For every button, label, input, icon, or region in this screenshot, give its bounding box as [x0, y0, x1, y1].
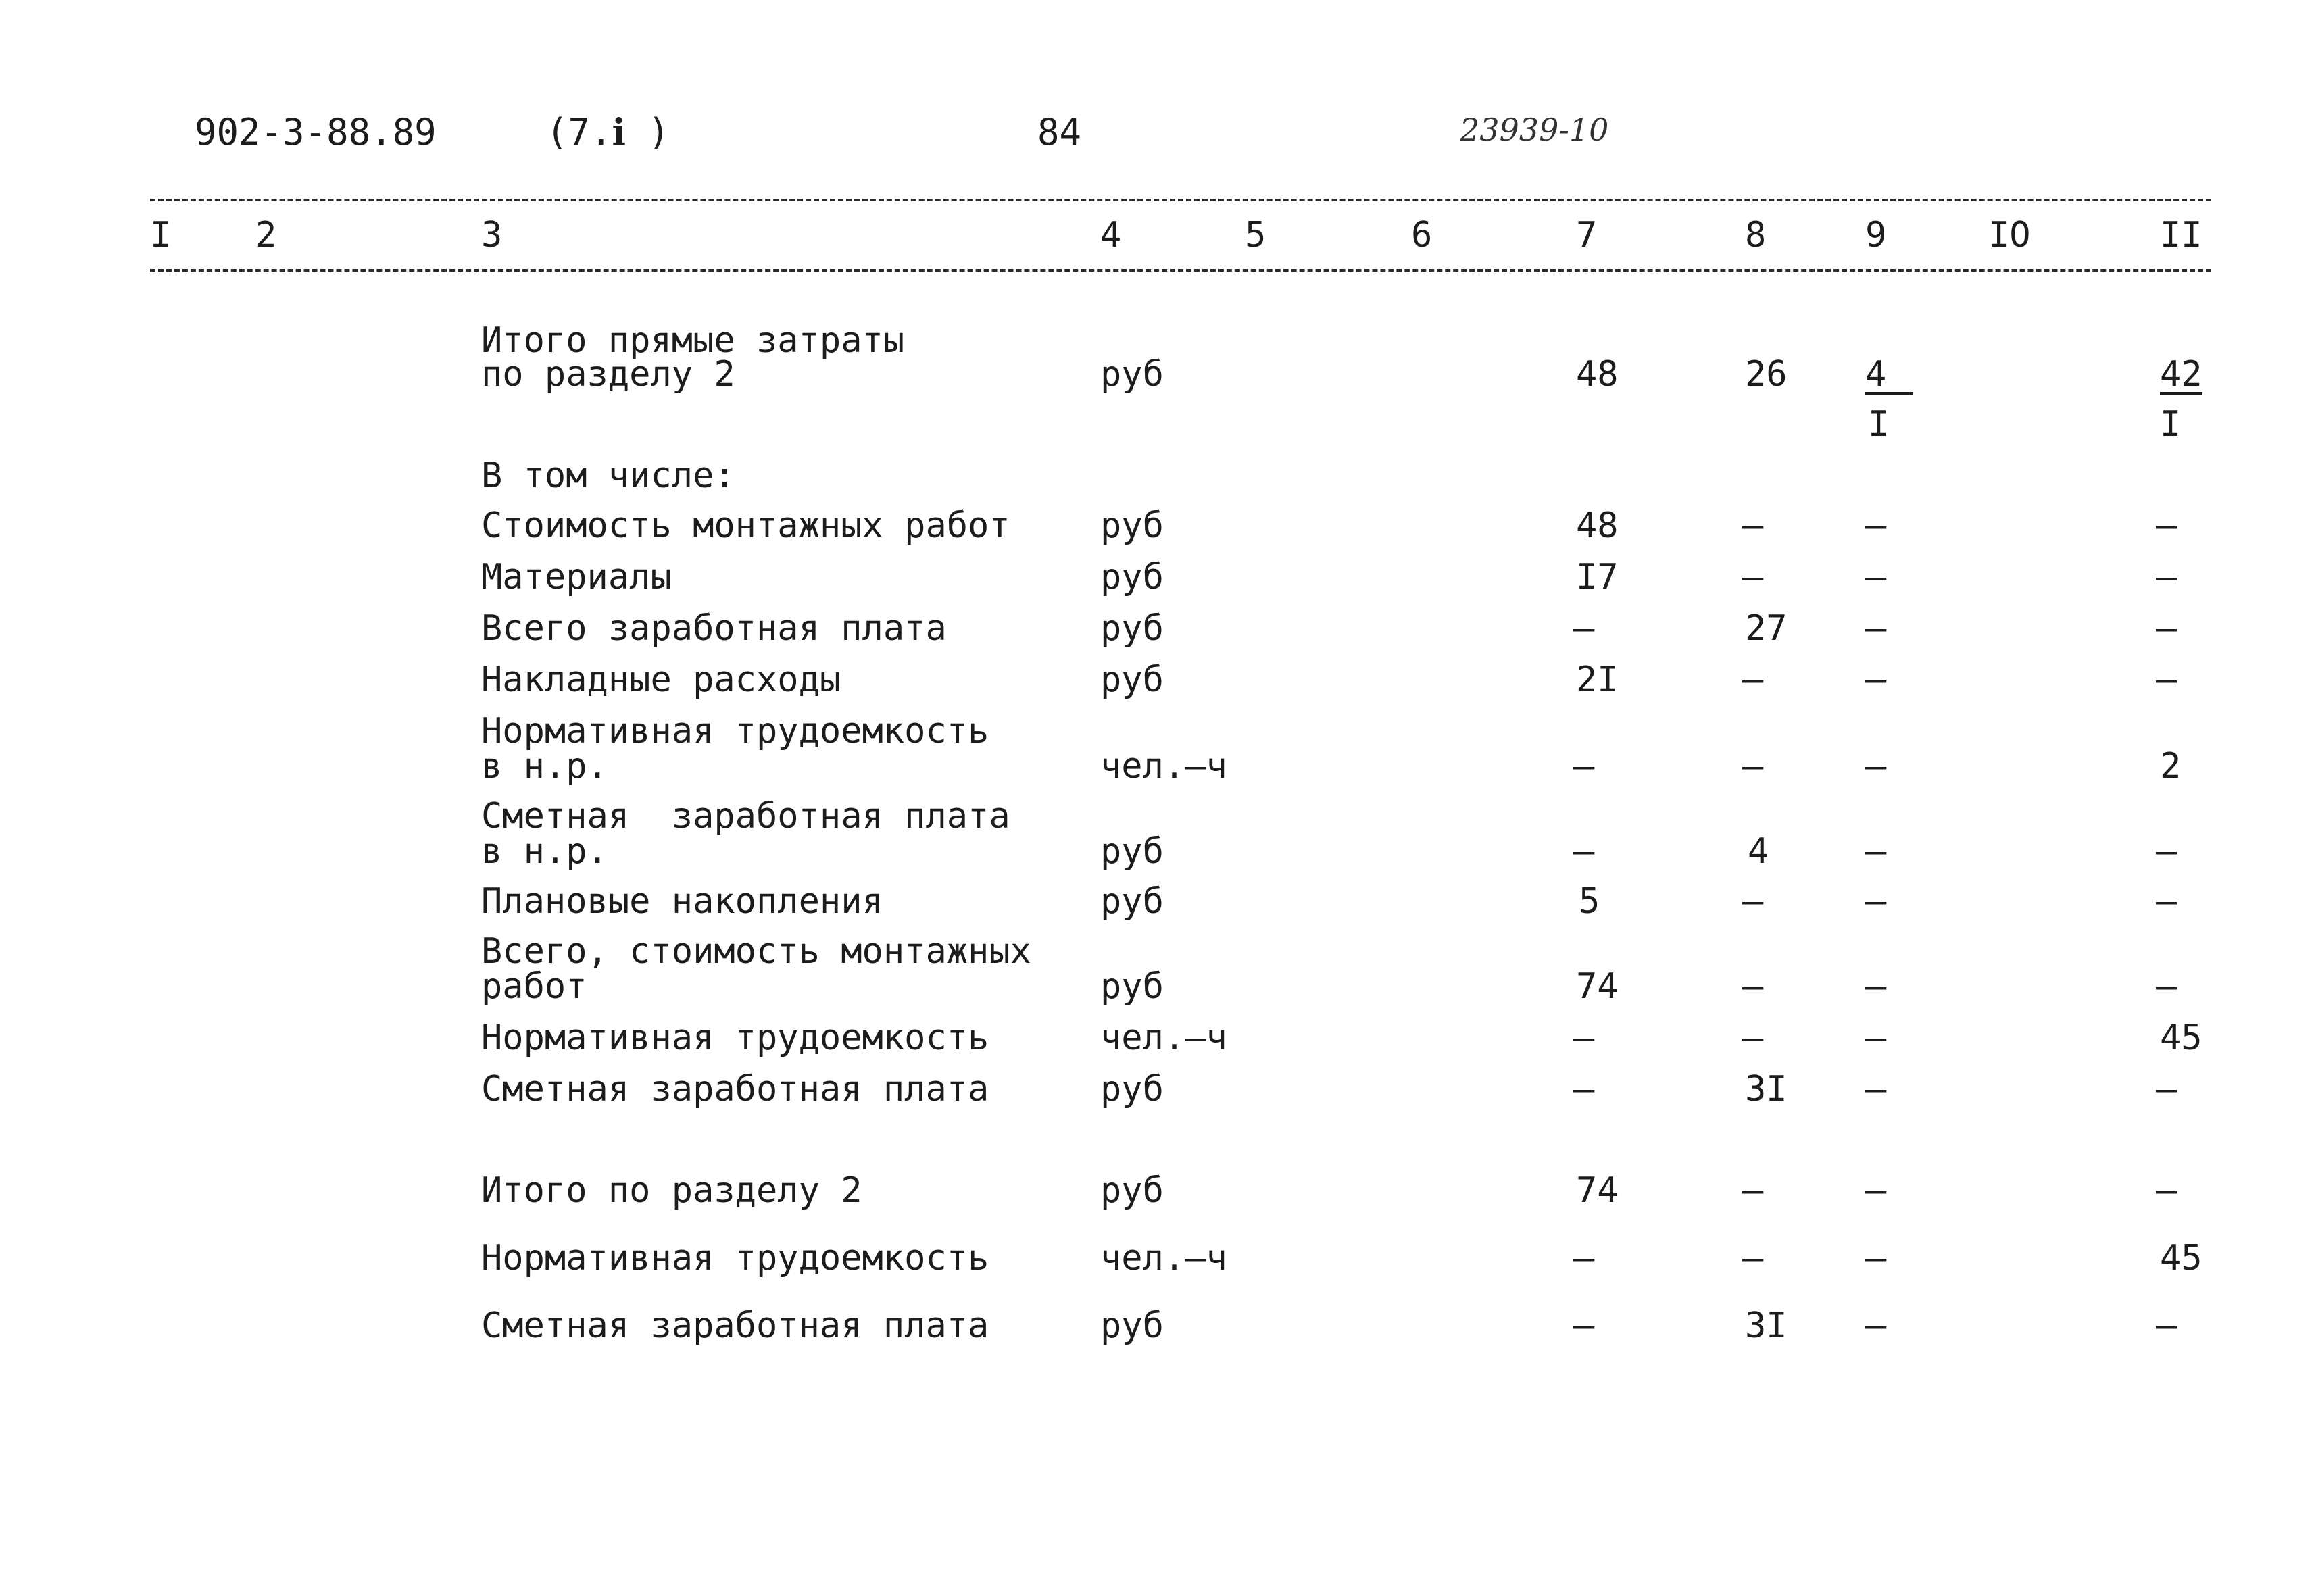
cell-col11: –	[2156, 505, 2177, 546]
column-header-5: 5	[1245, 215, 1266, 255]
cell-col11-denominator: I	[2160, 404, 2182, 445]
row-unit: руб	[1100, 1170, 1164, 1211]
cell-col11-numerator: 42	[2160, 354, 2202, 395]
cell-col11: 45	[2160, 1238, 2202, 1278]
cell-col9-numerator: 4	[1865, 357, 1913, 395]
cell-col9: –	[1865, 1305, 1887, 1346]
row-name: Всего заработная плата	[481, 608, 947, 649]
row-name: Нормативная трудоемкость	[481, 1238, 989, 1278]
row-name-continuation: в н.р.	[481, 831, 608, 872]
column-header-9: 9	[1865, 215, 1887, 255]
row-name: Накладные расходы	[481, 659, 841, 700]
row-name: Плановые накопления	[481, 881, 883, 922]
row-unit: руб	[1100, 505, 1164, 546]
cell-col11: –	[2156, 557, 2177, 597]
row-unit: руб	[1100, 966, 1164, 1007]
row-unit: руб	[1100, 557, 1164, 597]
cell-col11: –	[2156, 1305, 2177, 1346]
cell-col8: –	[1742, 557, 1764, 597]
cell-col8: –	[1742, 881, 1764, 922]
row-name: Сметная заработная плата	[481, 1305, 989, 1346]
cell-col11: 45	[2160, 1018, 2202, 1058]
cell-col9: –	[1865, 505, 1887, 546]
cell-col7: –	[1573, 831, 1595, 872]
document-code: 902-3-88.89	[195, 111, 437, 153]
column-header-6: 6	[1411, 215, 1433, 255]
stamp-number: 23939-10	[1460, 111, 1609, 148]
row-name: Итого по разделу 2	[481, 1170, 862, 1211]
column-header-2: 2	[255, 215, 277, 255]
cell-col11: –	[2156, 966, 2177, 1007]
column-header-4: 4	[1100, 215, 1122, 255]
cell-col7: 74	[1576, 1170, 1619, 1211]
row-name: Всего, стоимость монтажных	[481, 931, 1031, 972]
cell-col7: –	[1573, 746, 1595, 787]
cell-col8: 27	[1745, 608, 1788, 649]
cell-col9: –	[1865, 746, 1887, 787]
row-name: Нормативная трудоемкость	[481, 1018, 989, 1058]
cell-col7: 74	[1576, 966, 1619, 1007]
cell-col7: –	[1573, 1018, 1595, 1058]
cell-col11: –	[2156, 608, 2177, 649]
section-subheading: В том числе:	[481, 455, 735, 496]
row-name: Сметная заработная плата	[481, 796, 1010, 837]
cell-col8: –	[1742, 1170, 1764, 1211]
cell-col7: 48	[1576, 505, 1619, 546]
column-header-10: IO	[1988, 215, 2031, 255]
row-unit: чел.–ч	[1100, 1238, 1227, 1278]
row-unit: руб	[1100, 659, 1164, 700]
row-name: Материалы	[481, 557, 672, 597]
cell-col8: 3I	[1745, 1305, 1788, 1346]
cell-col7: I7	[1576, 557, 1619, 597]
column-header-8: 8	[1745, 215, 1767, 255]
cell-col7: 2I	[1576, 659, 1619, 700]
row-unit: руб	[1100, 831, 1164, 872]
cell-col9: –	[1865, 659, 1887, 700]
header-top-rule	[150, 199, 2211, 201]
cell-col9: –	[1865, 1069, 1887, 1109]
cell-col7: –	[1573, 608, 1595, 649]
column-header-1: I	[150, 215, 172, 255]
cell-col8: –	[1742, 1238, 1764, 1278]
cell-col9: –	[1865, 1018, 1887, 1058]
cell-col9: –	[1865, 557, 1887, 597]
cell-col11: –	[2156, 831, 2177, 872]
cell-col9-denominator: I	[1868, 404, 1890, 445]
cell-col9: –	[1865, 881, 1887, 922]
cell-col9: –	[1865, 831, 1887, 872]
row-name-continuation: работ	[481, 966, 587, 1007]
cell-col11: –	[2156, 881, 2177, 922]
row-name: Итого прямые затраты	[481, 320, 905, 361]
cell-col9: –	[1865, 608, 1887, 649]
cell-col11: –	[2156, 1170, 2177, 1211]
column-header-11: II	[2160, 215, 2202, 255]
row-unit: чел.–ч	[1100, 1018, 1227, 1058]
row-name: Стоимость монтажных работ	[481, 505, 1010, 546]
header-bottom-rule	[150, 269, 2211, 272]
cell-col7: 48	[1576, 354, 1619, 395]
row-name-continuation: в н.р.	[481, 746, 608, 787]
row-unit: руб	[1100, 1305, 1164, 1346]
cell-col11: –	[2156, 659, 2177, 700]
cell-col7: –	[1573, 1238, 1595, 1278]
cell-col8: –	[1742, 1018, 1764, 1058]
cell-col8: –	[1742, 505, 1764, 546]
cell-col8: –	[1742, 966, 1764, 1007]
cell-col7: 5	[1579, 881, 1600, 922]
cell-col8: –	[1742, 659, 1764, 700]
cell-col8: 3I	[1745, 1069, 1788, 1109]
cell-col7: –	[1573, 1069, 1595, 1109]
cell-col11: –	[2156, 1069, 2177, 1109]
album-reference: (7.ℹ )	[546, 111, 670, 153]
cell-col7: –	[1573, 1305, 1595, 1346]
cell-col9: –	[1865, 1238, 1887, 1278]
cell-col8: 4	[1748, 831, 1769, 872]
row-name: Сметная заработная плата	[481, 1069, 989, 1109]
cell-col9: –	[1865, 1170, 1887, 1211]
row-unit: чел.–ч	[1100, 746, 1227, 787]
row-name-continuation: по разделу 2	[481, 354, 735, 395]
cell-col9: –	[1865, 966, 1887, 1007]
cell-col8: 26	[1745, 354, 1788, 395]
row-name: Нормативная трудоемкость	[481, 711, 989, 751]
page-number: 84	[1037, 111, 1082, 153]
cell-col8: –	[1742, 746, 1764, 787]
row-unit: руб	[1100, 1069, 1164, 1109]
cell-col11: 2	[2160, 746, 2182, 787]
row-unit: руб	[1100, 354, 1164, 395]
row-unit: руб	[1100, 608, 1164, 649]
row-unit: руб	[1100, 881, 1164, 922]
column-header-7: 7	[1576, 215, 1598, 255]
column-header-3: 3	[481, 215, 503, 255]
